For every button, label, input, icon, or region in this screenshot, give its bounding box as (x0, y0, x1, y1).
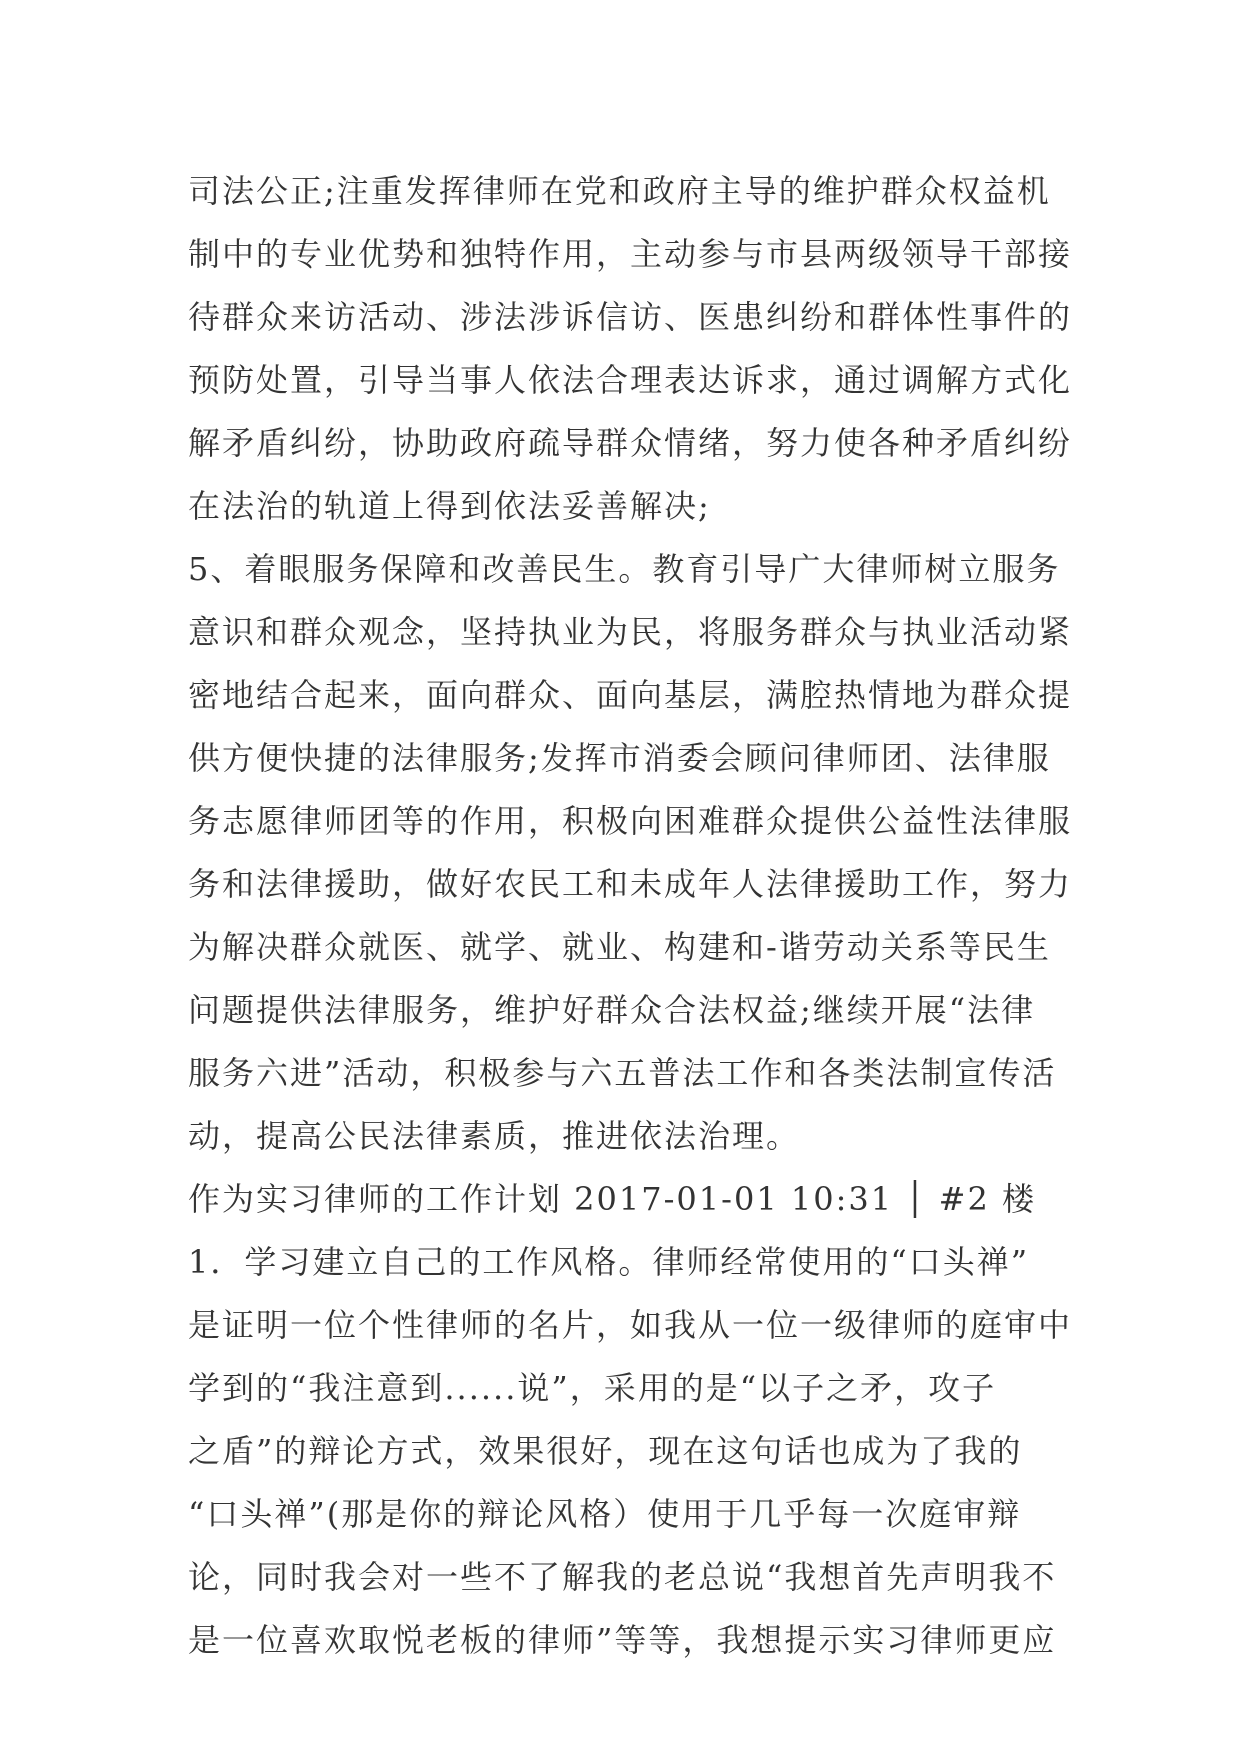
text-line: 意识和群众观念，坚持执业为民，将服务群众与执业活动紧 (188, 613, 1073, 651)
text-line: 之盾”的辩论方式，效果很好，现在这句话也成为了我的 (188, 1432, 1023, 1470)
text-line: 是一位喜欢取悦老板的律师”等等，我想提示实习律师更应 (188, 1621, 1057, 1659)
text-line: 服务六进”活动，积极参与六五普法工作和各类法制宣传活 (188, 1054, 1057, 1092)
text-line: 问题提供法律服务，维护好群众合法权益;继续开展“法律 (188, 991, 1036, 1029)
text-line: 学到的“我注意到......说”，采用的是“以子之矛，攻子 (188, 1369, 997, 1407)
text-line: 待群众来访活动、涉法涉诉信访、医患纠纷和群体性事件的 (188, 298, 1073, 336)
text-line: 动，提高公民法律素质，推进依法治理。 (188, 1117, 801, 1155)
text-line: 务志愿律师团等的作用，积极向困难群众提供公益性法律服 (188, 802, 1073, 840)
text-line: 制中的专业优势和独特作用，主动参与市县两级领导干部接 (188, 235, 1073, 273)
text-line: 5、着眼服务保障和改善民生。教育引导广大律师树立服务 (188, 550, 1061, 588)
text-line: 是证明一位个性律师的名片，如我从一位一级律师的庭审中 (188, 1306, 1073, 1344)
text-line: 解矛盾纠纷，协助政府疏导群众情绪，努力使各种矛盾纠纷 (188, 424, 1073, 462)
text-line: 论，同时我会对一些不了解我的老总说“我想首先声明我不 (188, 1558, 1057, 1596)
document-body (188, 160, 1073, 1672)
text-line: 为解决群众就医、就学、就业、构建和-谐劳动关系等民生 (188, 928, 1051, 966)
text-line: 供方便快捷的法律服务;发挥市消委会顾问律师团、法律服 (188, 739, 1051, 777)
text-line: 1．学习建立自己的工作风格。律师经常使用的“口头禅” (188, 1243, 1030, 1281)
text-line: 密地结合起来，面向群众、面向基层，满腔热情地为群众提 (188, 676, 1073, 714)
post-header-line: 作为实习律师的工作计划 2017-01-01 10:31 │ #2 楼 (188, 1180, 1037, 1218)
text-line: 司法公正;注重发挥律师在党和政府主导的维护群众权益机 (188, 172, 1051, 210)
text-line: 在法治的轨道上得到依法妥善解决; (188, 487, 711, 525)
text-line: 务和法律援助，做好农民工和未成年人法律援助工作，努力 (188, 865, 1073, 903)
text-line: “口头禅”(那是你的辩论风格）使用于几乎每一次庭审辩 (188, 1495, 1022, 1533)
text-line: 预防处置，引导当事人依法合理表达诉求，通过调解方式化 (188, 361, 1073, 399)
